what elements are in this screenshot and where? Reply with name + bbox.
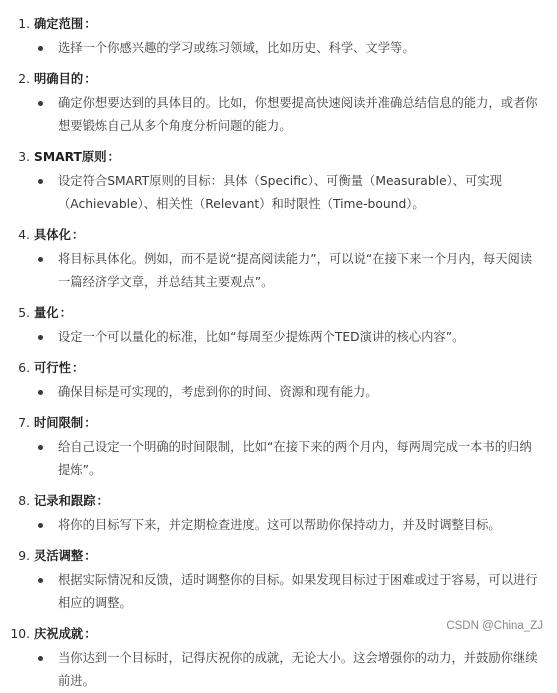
list-item bbox=[0, 546, 557, 615]
step-number: 8. bbox=[18, 494, 30, 508]
bullet-item bbox=[0, 436, 557, 482]
step-heading bbox=[0, 413, 557, 433]
step-colon: ： bbox=[84, 72, 97, 86]
bullet-dot-icon bbox=[38, 335, 43, 340]
bullet-item bbox=[0, 569, 557, 615]
step-number: 1. bbox=[18, 17, 30, 31]
step-heading bbox=[0, 491, 557, 511]
step-title: SMART原则 bbox=[34, 150, 107, 164]
step-title: 明确目的 bbox=[34, 72, 84, 86]
step-heading bbox=[0, 14, 557, 34]
bullet-dot-icon bbox=[38, 390, 43, 395]
list-item bbox=[0, 358, 557, 404]
bullet-dot-icon bbox=[38, 179, 43, 184]
list-item bbox=[0, 624, 557, 693]
bullet-text: 选择一个你感兴趣的学习或练习领域，比如历史、科学、文学等。 bbox=[58, 41, 415, 55]
list-item bbox=[0, 225, 557, 294]
step-heading bbox=[0, 69, 557, 89]
step-colon: ： bbox=[71, 228, 85, 242]
step-title: 可行性 bbox=[34, 361, 71, 375]
bullet-item bbox=[0, 170, 557, 216]
step-colon: ： bbox=[59, 306, 72, 320]
bullet-text: 给自己设定一个明确的时间限制，比如“在接下来的两个月内，每两周完成一本书的归纳提炼”。 bbox=[58, 440, 532, 477]
step-title: 量化 bbox=[34, 306, 59, 320]
bullet-item bbox=[0, 92, 557, 138]
step-heading bbox=[0, 358, 557, 378]
step-title: 确定范围 bbox=[34, 17, 84, 31]
step-title: 具体化 bbox=[34, 228, 71, 242]
step-colon: ： bbox=[107, 150, 120, 164]
step-colon: ： bbox=[71, 361, 85, 375]
step-colon: ： bbox=[84, 549, 97, 563]
bullet-text: 根据实际情况和反馈，适时调整你的目标。如果发现目标过于困难或过于容易，可以进行相应的调整。 bbox=[58, 573, 538, 610]
step-colon: ： bbox=[84, 17, 97, 31]
bullet-text: 将目标具体化。例如，而不是说“提高阅读能力”，可以说“在接下来一个月内，每天阅读一篇经济学文章，并总结其主要观点”。 bbox=[58, 252, 533, 289]
step-number: 4. bbox=[18, 228, 30, 242]
list-item bbox=[0, 303, 557, 349]
step-colon: ： bbox=[84, 627, 97, 641]
bullet-item bbox=[0, 37, 557, 60]
bullet-item bbox=[0, 514, 557, 537]
step-title: 灵活调整 bbox=[34, 549, 84, 563]
step-heading bbox=[0, 225, 557, 245]
ordered-list bbox=[0, 14, 557, 693]
step-number: 10. bbox=[10, 627, 30, 641]
list-item bbox=[0, 14, 557, 60]
bullet-dot-icon bbox=[38, 101, 43, 106]
step-heading bbox=[0, 147, 557, 167]
bullet-dot-icon bbox=[38, 578, 43, 583]
step-colon: ： bbox=[84, 416, 97, 430]
bullet-text: 确定你想要达到的具体目的。比如，你想要提高快速阅读并准确总结信息的能力，或者你想要锻炼自己从多个角度分析问题的能力。 bbox=[58, 96, 538, 133]
bullet-item bbox=[0, 381, 557, 404]
watermark: CSDN @China_ZJ bbox=[446, 620, 543, 632]
step-number: 2. bbox=[18, 72, 30, 86]
step-number: 6. bbox=[18, 361, 30, 375]
step-heading bbox=[0, 546, 557, 566]
step-number: 3. bbox=[18, 150, 30, 164]
bullet-dot-icon bbox=[38, 257, 43, 262]
bullet-item bbox=[0, 248, 557, 294]
list-item bbox=[0, 491, 557, 537]
bullet-text: 设定一个可以量化的标准，比如“每周至少提炼两个TED演讲的核心内容”。 bbox=[58, 330, 465, 344]
bullet-item bbox=[0, 647, 557, 693]
step-title: 时间限制 bbox=[34, 416, 84, 430]
bullet-dot-icon bbox=[38, 523, 43, 528]
step-heading bbox=[0, 303, 557, 323]
bullet-text: 设定符合SMART原则的目标：具体（Specific）、可衡量（Measurable）、可实现（Achievable）、相关性（Relevant）和时限性（Time-bound）。 bbox=[58, 174, 502, 211]
list-item bbox=[0, 69, 557, 138]
bullet-text: 确保目标是可实现的，考虑到你的时间、资源和现有能力。 bbox=[58, 385, 378, 399]
step-colon: ： bbox=[96, 494, 109, 508]
bullet-dot-icon bbox=[38, 656, 43, 661]
step-number: 7. bbox=[18, 416, 30, 430]
bullet-item bbox=[0, 326, 557, 349]
bullet-dot-icon bbox=[38, 46, 43, 51]
bullet-text: 将你的目标写下来，并定期检查进度。这可以帮助你保持动力，并及时调整目标。 bbox=[58, 518, 501, 532]
step-number: 5. bbox=[18, 306, 30, 320]
list-item bbox=[0, 147, 557, 216]
step-title: 庆祝成就 bbox=[34, 627, 84, 641]
bullet-text: 当你达到一个目标时，记得庆祝你的成就，无论大小。这会增强你的动力，并鼓励你继续前进。 bbox=[58, 651, 538, 688]
step-title: 记录和跟踪 bbox=[34, 494, 96, 508]
step-number: 9. bbox=[18, 549, 30, 563]
list-item bbox=[0, 413, 557, 482]
bullet-dot-icon bbox=[38, 445, 43, 450]
